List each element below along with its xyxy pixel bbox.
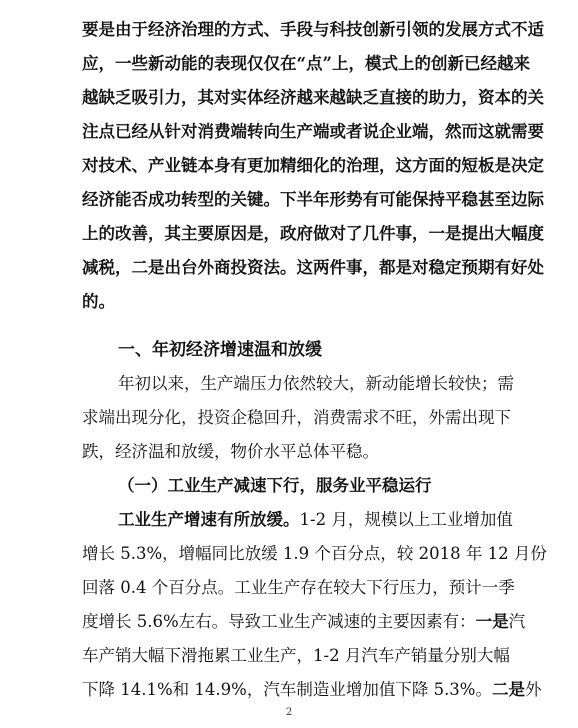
emphasis-second: 二是: [492, 680, 525, 699]
para3-line-2: 增长 5.3%，增幅同比放缓 1.9 个百分点，较 2018 年 12 月份: [82, 544, 547, 563]
page-number: 2: [285, 707, 293, 718]
para3-lead: 工业生产增速有所放缓。: [118, 510, 300, 529]
section-heading: 一、年初经济增速温和放缓: [118, 340, 322, 360]
para3-line-1: [118, 510, 513, 530]
para1-line-1: 要是由于经济治理的方式、手段与科技创新引领的发展方式不适: [82, 20, 544, 39]
emphasis-first: 一是: [475, 612, 509, 631]
para1-line-2: 应，一些新动能的表现仅仅在“点”上，模式上的创新已经越来: [82, 54, 530, 73]
para3-line4-tail: 汽: [508, 612, 526, 631]
para3-line6-text: 下降 14.1%和 14.9%，汽车制造业增加值下降 5.3%。: [82, 680, 492, 699]
para3-line-3: 回落 0.4 个百分点。工业生产存在较大下行压力，预计一季: [82, 578, 515, 597]
para1-line-5: 对技术、产业链本身有更加精细化的治理，这方面的短板是决定: [82, 156, 544, 175]
subsection-heading: （一）工业生产减速下行，服务业平稳运行: [118, 476, 432, 495]
para1-line-6: 经济能否成功转型的关键。下半年形势有可能保持平稳甚至边际: [82, 190, 544, 209]
para3-line6-tail: 外: [525, 680, 542, 699]
para1-line-3: 越缺乏吸引力，其对实体经济越来越缺乏直接的助力，资本的关: [82, 88, 544, 107]
para1-line-7: 上的改善，其主要原因是，政府做对了几件事，一是提出大幅度: [82, 224, 544, 243]
para3-line-5: 车产销大幅下滑拖累工业生产，1-2 月汽车产销量分别大幅: [82, 646, 510, 665]
para2-line-1: 年初以来，生产端压力依然较大，新动能增长较快；需: [118, 374, 514, 393]
para2-line-2: 求端出现分化，投资企稳回升，消费需求不旺，外需出现下: [82, 408, 511, 427]
para2-line-3: 跌，经济温和放缓，物价水平总体平稳。: [82, 442, 379, 461]
para3-line4-text: 度增长 5.6%左右。导致工业生产减速的主要因素有：: [82, 612, 476, 631]
para3-line-6: [82, 680, 542, 700]
para1-line-9: 的。: [82, 292, 115, 311]
para3-line1-rest: 1-2 月，规模以上工业增加值: [299, 510, 513, 529]
para1-line-8: 减税，二是出台外商投资法。这两件事，都是对稳定预期有好处: [82, 258, 544, 277]
para1-line-4: 注点已经从针对消费端转向生产端或者说企业端，然而这就需要: [82, 122, 544, 141]
para3-line-4: [82, 612, 525, 632]
